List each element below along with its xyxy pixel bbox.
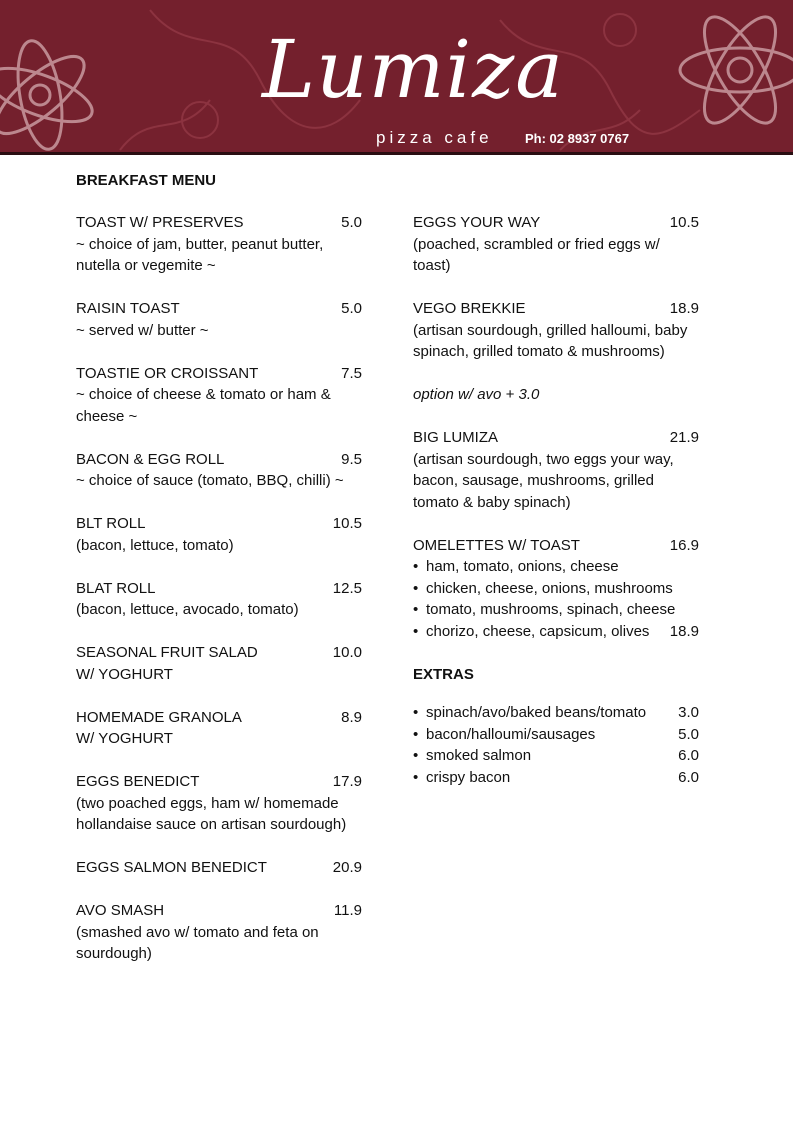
menu-item bbox=[76, 642, 362, 685]
option-text: ham, tomato, onions, cheese bbox=[426, 558, 619, 575]
option-price: 6.0 bbox=[678, 747, 699, 764]
item-name: BACON & EGG ROLL bbox=[76, 450, 225, 468]
item-price: 10.0 bbox=[332, 644, 362, 661]
right-items bbox=[413, 212, 699, 363]
option-text: bacon/halloumi/sausages bbox=[426, 725, 596, 743]
menu-item bbox=[76, 771, 362, 836]
item-price: 16.9 bbox=[669, 536, 699, 554]
item-price: 11.9 bbox=[333, 902, 362, 919]
item-name: VEGO BREKKIE bbox=[413, 300, 526, 317]
item-description: (bacon, lettuce, avocado, tomato) bbox=[76, 601, 299, 618]
bullet-icon: • bbox=[413, 704, 419, 721]
item-name: BIG LUMIZA bbox=[413, 429, 499, 446]
item-description: ~ choice of jam, butter, peanut butter, nutella or vegemite ~ bbox=[76, 235, 324, 274]
option-text: chicken, cheese, onions, mushrooms bbox=[426, 579, 673, 597]
bullet-icon: • bbox=[413, 579, 419, 597]
vego-option: option w/ avo + 3.0 bbox=[413, 386, 540, 403]
option-text: spinach/avo/baked beans/tomato bbox=[426, 704, 647, 721]
menu-title: BREAKFAST MENU bbox=[76, 172, 217, 189]
option-text: smoked salmon bbox=[426, 747, 532, 764]
menu-item bbox=[413, 212, 699, 277]
omelette-option bbox=[413, 621, 699, 643]
item-name: BLT ROLL bbox=[76, 515, 146, 532]
menu-item bbox=[76, 298, 362, 341]
item-description: (artisan sourdough, grilled halloumi, baby spinach, grilled tomato & mushrooms) bbox=[413, 321, 688, 360]
item-price: 10.5 bbox=[332, 515, 362, 532]
item-name: TOAST W/ PRESERVES bbox=[76, 214, 244, 231]
item-price: 21.9 bbox=[669, 429, 699, 446]
item-name: AVO SMASH bbox=[76, 902, 165, 919]
menu-column-left bbox=[76, 212, 362, 986]
menu-item bbox=[413, 298, 699, 363]
item-name: HOMEMADE GRANOLA bbox=[76, 708, 242, 726]
phone-number: Ph: 02 8937 0767 bbox=[525, 131, 630, 146]
bullet-icon: • bbox=[413, 725, 419, 743]
item-name: OMELETTES W/ TOAST bbox=[413, 536, 580, 554]
option-price: 6.0 bbox=[678, 768, 699, 786]
item-description: ~ served w/ butter ~ bbox=[76, 321, 209, 339]
option-text: crispy bacon bbox=[426, 768, 511, 786]
item-description: (poached, scrambled or fried eggs w/ toast) bbox=[413, 235, 660, 274]
bullet-icon: • bbox=[413, 601, 419, 618]
item-name: BLAT ROLL bbox=[76, 579, 156, 597]
omelette-option bbox=[413, 599, 699, 621]
extras-item bbox=[413, 767, 699, 789]
menu-item bbox=[76, 212, 362, 277]
menu-item bbox=[413, 427, 699, 513]
item-name: RAISIN TOAST bbox=[76, 300, 180, 317]
menu-item bbox=[76, 857, 362, 879]
item-price: 18.9 bbox=[669, 300, 699, 317]
right-items-continued bbox=[413, 427, 699, 513]
item-name: EGGS BENEDICT bbox=[76, 773, 200, 790]
option-text: tomato, mushrooms, spinach, cheese bbox=[426, 601, 676, 618]
option-text: chorizo, cheese, capsicum, olives bbox=[426, 622, 650, 640]
item-description: (two poached eggs, ham w/ homemade hollandaise sauce on artisan sourdough) bbox=[76, 794, 347, 833]
menu-item bbox=[76, 578, 362, 621]
option-price: 5.0 bbox=[678, 725, 699, 743]
bullet-icon: • bbox=[413, 747, 419, 764]
item-name: EGGS YOUR WAY bbox=[413, 214, 541, 231]
extras-item bbox=[413, 745, 699, 767]
menu-column-right bbox=[413, 212, 699, 788]
menu-item bbox=[76, 449, 362, 492]
item-name: EGGS SALMON BENEDICT bbox=[76, 859, 267, 876]
item-price: 7.5 bbox=[341, 364, 362, 382]
banner-divider bbox=[0, 152, 793, 155]
extras-title: EXTRAS bbox=[413, 665, 474, 683]
bullet-icon: • bbox=[413, 622, 419, 640]
extras-item bbox=[413, 702, 699, 724]
extras-item bbox=[413, 724, 699, 746]
item-price: 12.5 bbox=[332, 579, 362, 597]
omelette-option bbox=[413, 578, 699, 600]
extras-list bbox=[413, 702, 699, 788]
menu-item bbox=[76, 900, 362, 965]
bullet-icon: • bbox=[413, 768, 419, 786]
menu-item-omelettes bbox=[413, 535, 699, 643]
item-description: ~ choice of cheese & tomato or ham & cheese ~ bbox=[76, 386, 331, 425]
item-description: (bacon, lettuce, tomato) bbox=[76, 536, 234, 554]
item-price: 10.5 bbox=[669, 214, 699, 231]
item-price: 8.9 bbox=[341, 708, 362, 726]
item-name: TOASTIE OR CROISSANT bbox=[76, 364, 259, 382]
option-price: 3.0 bbox=[678, 704, 699, 721]
item-description: (smashed avo w/ tomato and feta on sourdough) bbox=[76, 923, 319, 962]
omelette-option bbox=[413, 556, 699, 578]
menu-item bbox=[76, 363, 362, 428]
item-price: 9.5 bbox=[341, 450, 362, 468]
item-name: SEASONAL FRUIT SALAD bbox=[76, 644, 258, 661]
item-description: W/ YOGHURT bbox=[76, 665, 173, 683]
menu-item bbox=[76, 707, 362, 750]
bullet-icon: • bbox=[413, 558, 419, 575]
header-banner bbox=[0, 0, 793, 152]
logo-wordmark: Lumiza bbox=[262, 23, 564, 116]
item-price: 17.9 bbox=[332, 773, 362, 790]
item-price: 20.9 bbox=[332, 859, 362, 876]
item-description: (artisan sourdough, two eggs your way, bacon, sausage, mushrooms, grilled tomato & baby spinach) bbox=[413, 450, 674, 511]
menu-item bbox=[76, 513, 362, 556]
item-price: 5.0 bbox=[341, 214, 362, 231]
item-description: W/ YOGHURT bbox=[76, 730, 173, 747]
item-description: ~ choice of sauce (tomato, BBQ, chilli) ~ bbox=[76, 472, 344, 489]
logo-subtitle: pizza cafe bbox=[376, 128, 493, 147]
option-price: 18.9 bbox=[669, 622, 699, 640]
omelette-options bbox=[413, 556, 699, 642]
item-price: 5.0 bbox=[341, 300, 362, 317]
